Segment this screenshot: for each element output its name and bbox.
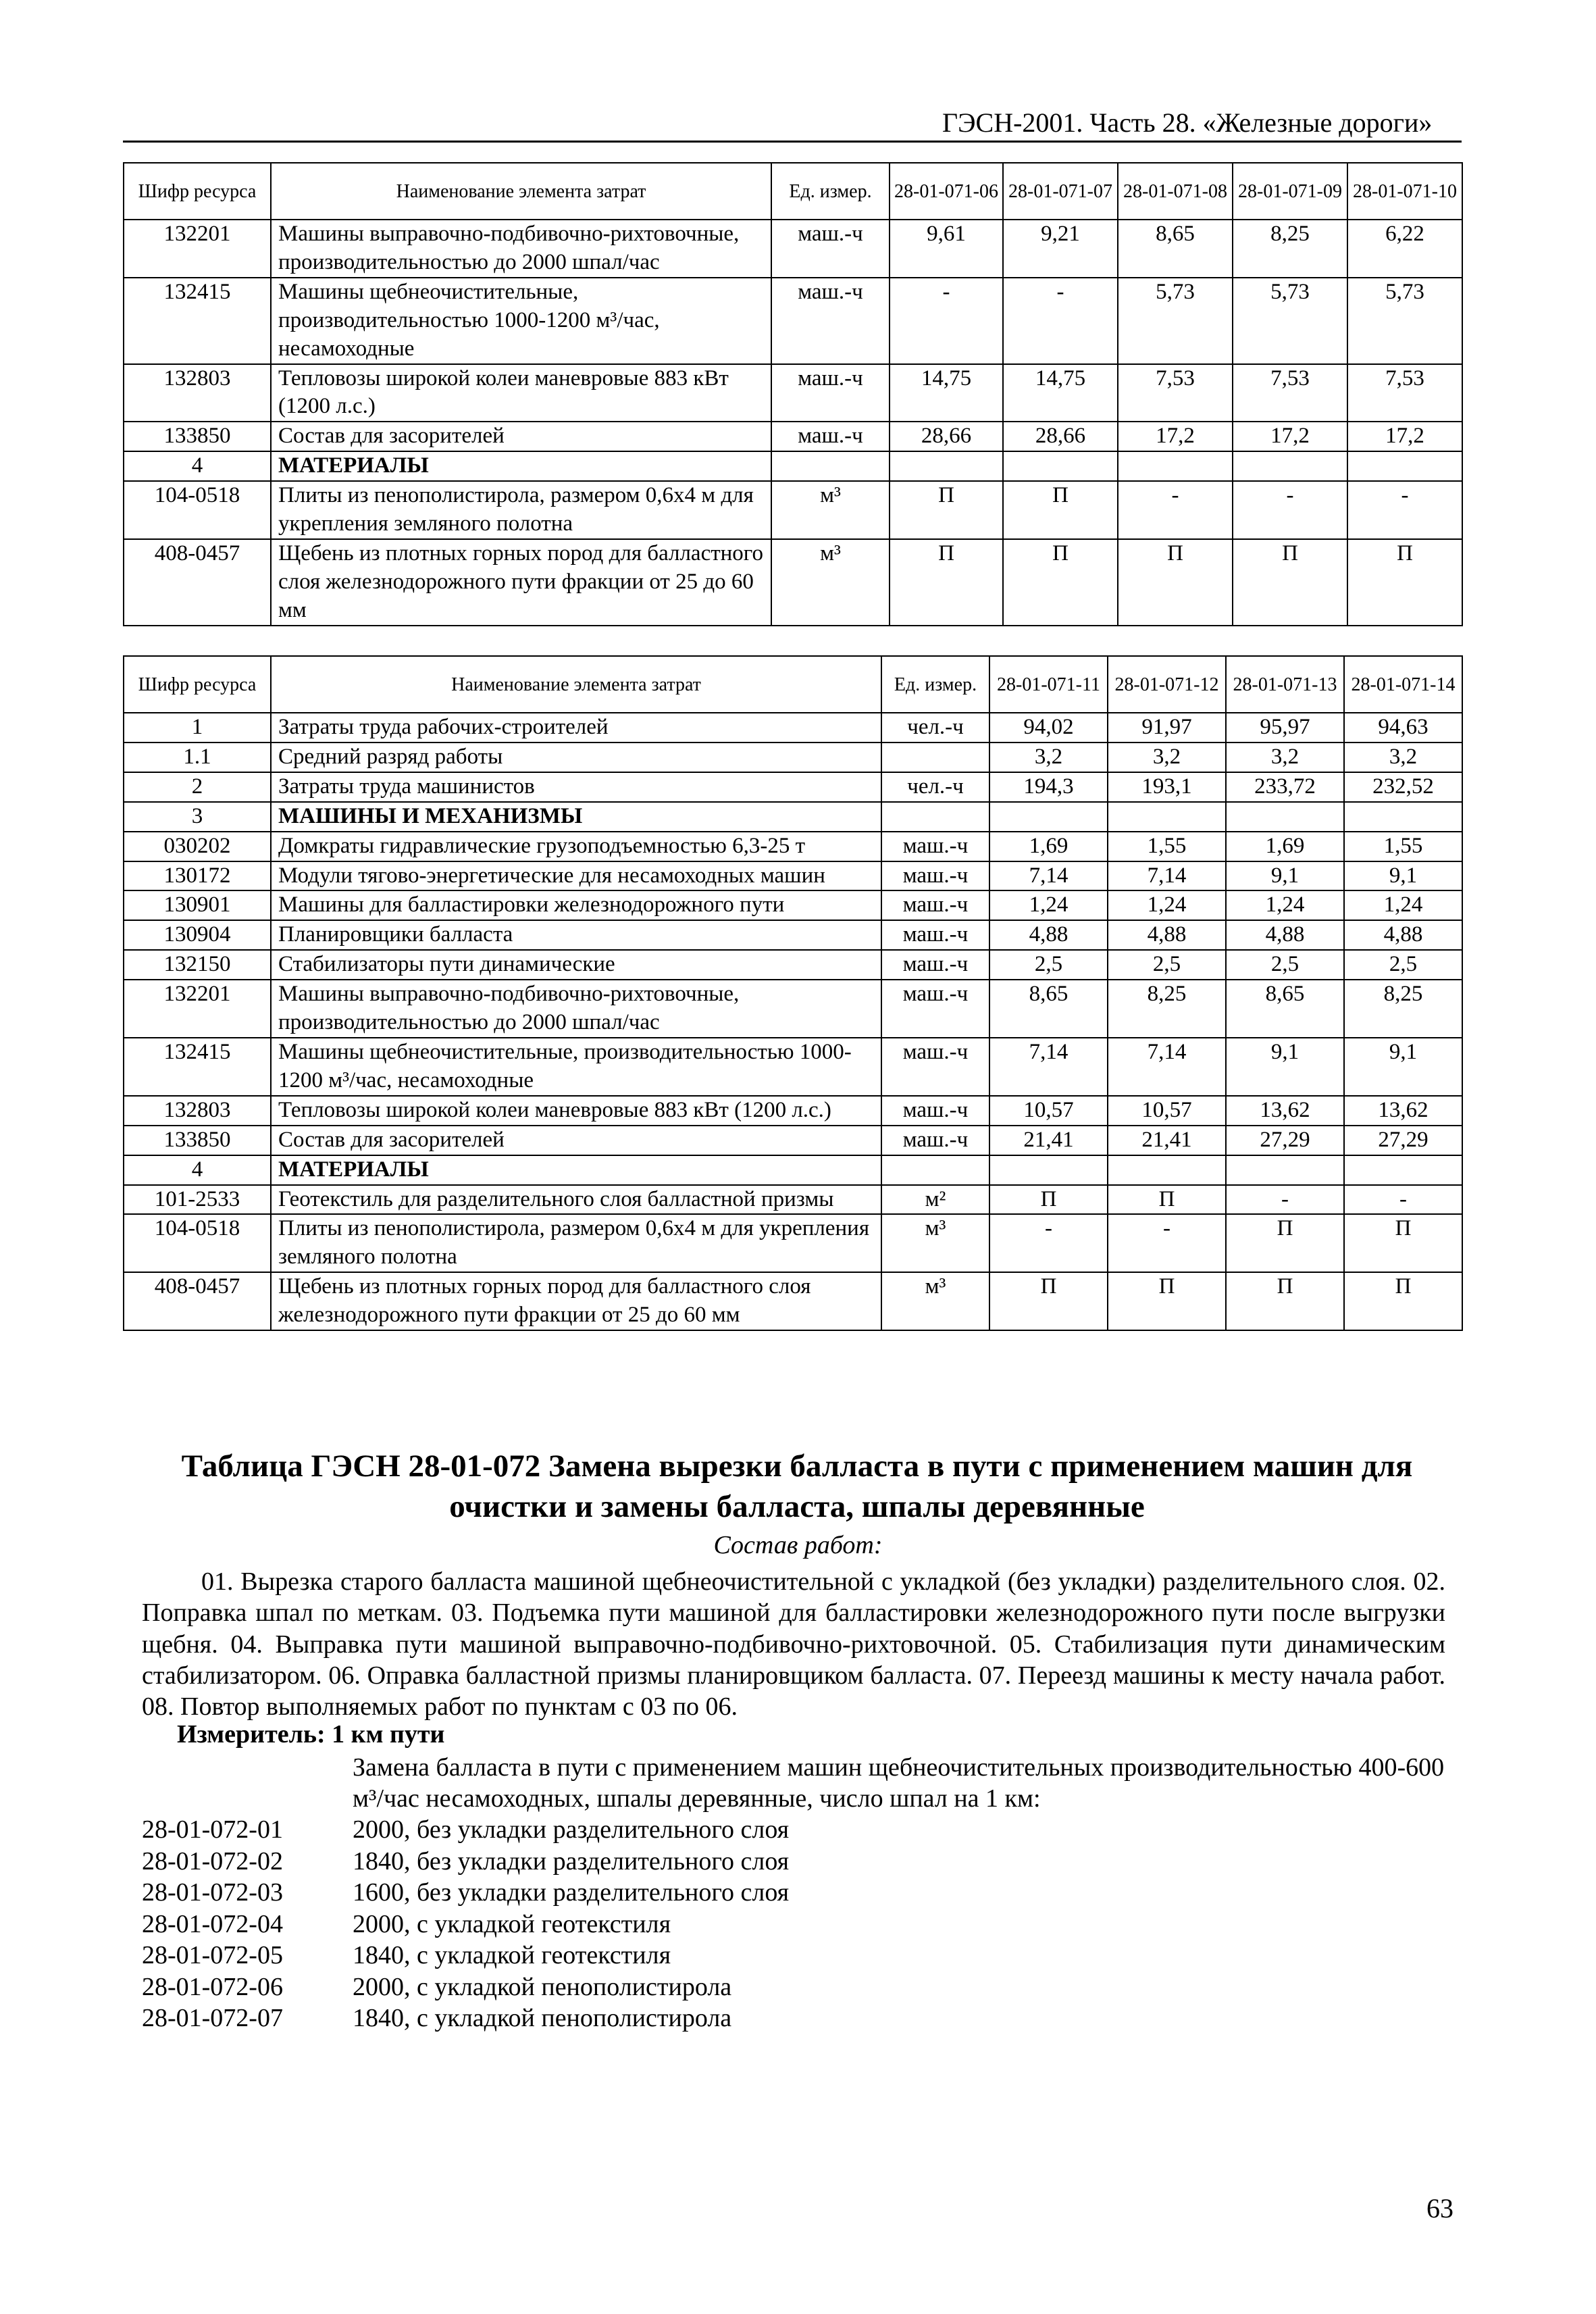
cost-element-name-cell: Геотекстиль для разделительного слоя балластной призмы	[271, 1185, 881, 1215]
norm-value-cell: 9,1	[1344, 1038, 1462, 1096]
norm-value-cell: П	[890, 539, 1003, 626]
cost-element-name-cell: Щебень из плотных горных пород для балластного слоя железнодорожного пути фракции от 25 до 60 мм	[271, 1272, 881, 1330]
cost-element-name-cell: Стабилизаторы пути динамические	[271, 950, 881, 980]
norm-value-cell: П	[1344, 1214, 1462, 1272]
cost-element-name-cell: Затраты труда машинистов	[271, 772, 881, 802]
norm-value-cell: П	[1226, 1272, 1344, 1330]
norm-value-cell: 7,53	[1233, 364, 1347, 422]
norm-value-cell: П	[890, 481, 1003, 539]
table-row	[124, 832, 1462, 861]
norm-value-cell: П	[1108, 1185, 1226, 1215]
norm-value-cell: П	[1233, 539, 1347, 626]
resource-code-cell: 133850	[124, 1126, 271, 1155]
unit-cell: маш.-ч	[881, 920, 989, 950]
table-header-row	[124, 163, 1462, 220]
variant-item	[142, 1846, 1155, 1878]
resource-code-cell: 4	[124, 1155, 271, 1185]
norm-value-cell: 8,25	[1344, 980, 1462, 1038]
norm-value-cell: 7,53	[1118, 364, 1233, 422]
table-row	[124, 278, 1462, 364]
section-row	[124, 1155, 1462, 1185]
unit-cell: маш.-ч	[771, 220, 890, 278]
column-header-norm: 28-01-071-08	[1118, 163, 1233, 220]
unit-cell: маш.-ч	[881, 1096, 989, 1126]
cost-element-name-cell: Домкраты гидравлические грузоподъемностью 6,3-25 т	[271, 832, 881, 861]
norm-value-cell: 17,2	[1118, 422, 1233, 451]
norm-value-cell: 6,22	[1347, 220, 1462, 278]
norm-value-cell: 2,5	[1344, 950, 1462, 980]
variant-code: 28-01-072-02	[142, 1846, 283, 1876]
resource-code-cell: 130904	[124, 920, 271, 950]
norm-value-cell: 2,5	[1226, 950, 1344, 980]
norm-value-cell: П	[989, 1185, 1108, 1215]
norm-value-cell: 95,97	[1226, 713, 1344, 743]
column-header-name: Наименование элемента затрат	[271, 656, 881, 713]
column-header-norm: 28-01-071-14	[1344, 656, 1462, 713]
table-row	[124, 980, 1462, 1038]
resource-code-cell: 132201	[124, 980, 271, 1038]
resource-code-cell: 1	[124, 713, 271, 743]
unit-cell	[881, 1155, 989, 1185]
resource-code-cell: 101-2533	[124, 1185, 271, 1215]
norm-value-cell: -	[1108, 1214, 1226, 1272]
table-row	[124, 713, 1462, 743]
cost-element-name-cell: МАШИНЫ И МЕХАНИЗМЫ	[271, 802, 881, 832]
unit-cell: маш.-ч	[881, 832, 989, 861]
variant-description: 2000, с укладкой пенополистирола	[353, 1972, 732, 2001]
norm-value-cell: П	[1108, 1272, 1226, 1330]
norm-value-cell: 28,66	[890, 422, 1003, 451]
column-header-norm: 28-01-071-12	[1108, 656, 1226, 713]
norm-value-cell: 1,55	[1344, 832, 1462, 861]
table-row	[124, 861, 1462, 891]
norm-value-cell: 27,29	[1226, 1126, 1344, 1155]
resource-code-cell: 030202	[124, 832, 271, 861]
norm-value-cell: 1,24	[1108, 890, 1226, 920]
norm-value-cell: 3,2	[1226, 743, 1344, 772]
norm-value-cell: 2,5	[989, 950, 1108, 980]
variant-item	[142, 1877, 1155, 1909]
resource-code-cell: 132150	[124, 950, 271, 980]
unit-cell: маш.-ч	[771, 422, 890, 451]
norm-value-cell: 5,73	[1118, 278, 1233, 364]
norm-value-cell: -	[1344, 1185, 1462, 1215]
cost-element-name-cell: Состав для засорителей	[271, 422, 771, 451]
resource-table-071-06-10	[123, 162, 1463, 626]
norm-value-cell: 1,55	[1108, 832, 1226, 861]
table-row	[124, 772, 1462, 802]
norm-value-cell: 94,02	[989, 713, 1108, 743]
table-row	[124, 1038, 1462, 1096]
variant-description: 1840, без укладки разделительного слоя	[353, 1846, 790, 1876]
norm-value-cell: 21,41	[1108, 1126, 1226, 1155]
norm-value-cell: 8,25	[1233, 220, 1347, 278]
norm-value-cell: 4,88	[1344, 920, 1462, 950]
table-row	[124, 220, 1462, 278]
resource-code-cell: 132803	[124, 1096, 271, 1126]
variant-item	[142, 1940, 1155, 1971]
norm-value-cell: 7,14	[989, 861, 1108, 891]
norm-value-cell: 3,2	[989, 743, 1108, 772]
norm-value-cell: 10,57	[1108, 1096, 1226, 1126]
variant-description: 1840, с укладкой пенополистирола	[353, 2004, 732, 2032]
norm-value-cell: 17,2	[1233, 422, 1347, 451]
norm-value-cell	[1226, 802, 1344, 832]
column-header-norm: 28-01-071-09	[1233, 163, 1347, 220]
variant-description: 2000, без укладки разделительного слоя	[353, 1815, 790, 1844]
norm-value-cell	[1226, 1155, 1344, 1185]
norm-value-cell: -	[989, 1214, 1108, 1272]
running-header: ГЭСН-2001. Часть 28. «Железные дороги»	[942, 107, 1433, 138]
section-row	[124, 451, 1462, 481]
cost-element-name-cell: Затраты труда рабочих-строителей	[271, 713, 881, 743]
norm-value-cell: 1,69	[989, 832, 1108, 861]
table-body	[124, 713, 1462, 1330]
column-header-norm: 28-01-071-10	[1347, 163, 1462, 220]
norm-value-cell: 7,53	[1347, 364, 1462, 422]
norm-value-cell	[1108, 1155, 1226, 1185]
norm-value-cell	[1118, 451, 1233, 481]
unit-cell: маш.-ч	[881, 1126, 989, 1155]
variant-description: 1600, без укладки разделительного слоя	[353, 1878, 790, 1907]
column-header-unit: Ед. измер.	[771, 163, 890, 220]
norm-value-cell: 9,21	[1003, 220, 1118, 278]
norm-value-cell: 14,75	[890, 364, 1003, 422]
table-row	[124, 743, 1462, 772]
column-header-code: Шифр ресурса	[124, 163, 271, 220]
norm-value-cell: 1,24	[1344, 890, 1462, 920]
cost-element-name-cell: Щебень из плотных горных пород для балластного слоя железнодорожного пути фракции от 25 до 60 мм	[271, 539, 771, 626]
unit-cell: м³	[881, 1272, 989, 1330]
norm-value-cell: 1,69	[1226, 832, 1344, 861]
unit-cell: чел.-ч	[881, 713, 989, 743]
resource-code-cell: 3	[124, 802, 271, 832]
norm-value-cell: 8,25	[1108, 980, 1226, 1038]
unit-cell: м²	[881, 1185, 989, 1215]
table-body	[124, 220, 1462, 626]
resource-code-cell: 130172	[124, 861, 271, 891]
table-row	[124, 1126, 1462, 1155]
norm-value-cell	[1344, 1155, 1462, 1185]
variant-item	[142, 2003, 1155, 2034]
norm-value-cell: 9,1	[1226, 1038, 1344, 1096]
norm-value-cell: 8,65	[1226, 980, 1344, 1038]
cost-element-name-cell: Средний разряд работы	[271, 743, 881, 772]
resource-code-cell: 104-0518	[124, 1214, 271, 1272]
norm-value-cell: П	[989, 1272, 1108, 1330]
measure-unit: Измеритель: 1 км пути	[177, 1720, 445, 1749]
table-row	[124, 422, 1462, 451]
norm-value-cell	[989, 1155, 1108, 1185]
norm-value-cell: 17,2	[1347, 422, 1462, 451]
table-row	[124, 1185, 1462, 1215]
variant-description: 2000, с укладкой геотекстиля	[353, 1909, 671, 1938]
table-header-row	[124, 656, 1462, 713]
header-rule	[123, 141, 1462, 143]
table-caption: Таблица ГЭСН 28-01-072 Замена вырезки балласта в пути с применением машин для очистки и замены балласта, шпалы деревянные	[181, 1449, 1413, 1525]
unit-cell: чел.-ч	[881, 772, 989, 802]
cost-element-name-cell: Состав для засорителей	[271, 1126, 881, 1155]
resource-code-cell: 1.1	[124, 743, 271, 772]
table-row	[124, 890, 1462, 920]
norm-value-cell	[1108, 802, 1226, 832]
norm-value-cell: 5,73	[1347, 278, 1462, 364]
column-header-norm: 28-01-071-07	[1003, 163, 1118, 220]
cost-element-name-cell: Машины для балластировки железнодорожного пути	[271, 890, 881, 920]
norm-value-cell: 8,65	[1118, 220, 1233, 278]
unit-cell	[881, 743, 989, 772]
unit-cell: маш.-ч	[881, 950, 989, 980]
variant-intro: Замена балласта в пути с применением машин щебнеочистительных производительностью 400-600 м³/час несамоходных, шпалы деревянные, число шпал на 1 км:	[353, 1753, 1445, 1813]
norm-value-cell: П	[1003, 539, 1118, 626]
norm-value-cell	[1344, 802, 1462, 832]
norm-value-cell: 3,2	[1108, 743, 1226, 772]
column-header-name: Наименование элемента затрат	[271, 163, 771, 220]
unit-cell: м³	[881, 1214, 989, 1272]
cost-element-name-cell: МАТЕРИАЛЫ	[271, 451, 771, 481]
column-header-norm: 28-01-071-13	[1226, 656, 1344, 713]
unit-cell: маш.-ч	[881, 861, 989, 891]
resource-code-cell: 408-0457	[124, 1272, 271, 1330]
variant-code: 28-01-072-04	[142, 1909, 283, 1938]
variant-item	[142, 1814, 1155, 1846]
page-number: 63	[1426, 2193, 1453, 2223]
cost-element-name-cell: Машины щебнеочистительные, производительностью 1000-1200 м³/час, несамоходные	[271, 1038, 881, 1096]
cost-element-name-cell: Машины выправочно-подбивочно-рихтовочные, производительностью до 2000 шпал/час	[271, 220, 771, 278]
norm-value-cell: 21,41	[989, 1126, 1108, 1155]
table-row	[124, 1272, 1462, 1330]
norm-value-cell: П	[1118, 539, 1233, 626]
variant-description: 1840, с укладкой геотекстиля	[353, 1941, 671, 1969]
variant-item	[142, 1971, 1155, 2003]
table-row	[124, 920, 1462, 950]
norm-value-cell: -	[1003, 278, 1118, 364]
norm-value-cell: 1,24	[989, 890, 1108, 920]
resource-code-cell: 104-0518	[124, 481, 271, 539]
norm-value-cell: 5,73	[1233, 278, 1347, 364]
norm-value-cell: 4,88	[1226, 920, 1344, 950]
resource-code-cell: 408-0457	[124, 539, 271, 626]
norm-value-cell	[1003, 451, 1118, 481]
norm-value-cell: П	[1226, 1214, 1344, 1272]
unit-cell: маш.-ч	[881, 980, 989, 1038]
table-row	[124, 481, 1462, 539]
table-row	[124, 1096, 1462, 1126]
norm-value-cell: 7,14	[1108, 1038, 1226, 1096]
resource-code-cell: 132201	[124, 220, 271, 278]
norm-value-cell: 28,66	[1003, 422, 1118, 451]
cost-element-name-cell: Тепловозы широкой колеи маневровые 883 кВт (1200 л.с.)	[271, 1096, 881, 1126]
norm-value-cell: 233,72	[1226, 772, 1344, 802]
cost-element-name-cell: Планировщики балласта	[271, 920, 881, 950]
norm-value-cell: 194,3	[989, 772, 1108, 802]
column-header-norm: 28-01-071-06	[890, 163, 1003, 220]
unit-cell: маш.-ч	[771, 364, 890, 422]
resource-code-cell: 4	[124, 451, 271, 481]
variant-item	[142, 1909, 1155, 1940]
work-composition-text: 01. Вырезка старого балласта машиной щебнеочистительной с укладкой (без укладки) разделительного слоя. 02. Поправка шпал по меткам. 03. Подъемка пути машиной для балластировки железнодорожного пути после выгрузки щебня. 04. Выправка пути машиной выправочно-подбивочно-рихтовочной. 05. Стабилизация пути динамическим стабилизатором. 06. Оправка балластной призмы планировщиком балласта. 07. Переезд машины к месту начала работ. 08. Повтор выполняемых работ по пунктам с 03 по 06.	[142, 1567, 1445, 1721]
unit-cell: маш.-ч	[881, 1038, 989, 1096]
cost-element-name-cell: Модули тягово-энергетические для несамоходных машин	[271, 861, 881, 891]
cost-element-name-cell: Плиты из пенополистирола, размером 0,6х4 м для укрепления земляного полотна	[271, 481, 771, 539]
norm-value-cell: 13,62	[1344, 1096, 1462, 1126]
norm-value-cell: 7,14	[989, 1038, 1108, 1096]
norm-value-cell: 9,1	[1344, 861, 1462, 891]
table-row	[124, 539, 1462, 626]
resource-table-071-11-14	[123, 655, 1463, 1331]
unit-cell	[881, 802, 989, 832]
norm-value-cell: -	[1233, 481, 1347, 539]
norm-value-cell: 9,1	[1226, 861, 1344, 891]
column-header-unit: Ед. измер.	[881, 656, 989, 713]
variant-code: 28-01-072-05	[142, 1941, 283, 1969]
variant-code: 28-01-072-01	[142, 1815, 283, 1844]
cost-element-name-cell: Машины щебнеочистительные, производительностью 1000-1200 м³/час, несамоходные	[271, 278, 771, 364]
work-composition-heading: Состав работ:	[713, 1531, 883, 1559]
norm-value-cell	[989, 802, 1108, 832]
norm-value-cell: 7,14	[1108, 861, 1226, 891]
cost-element-name-cell: МАТЕРИАЛЫ	[271, 1155, 881, 1185]
norm-value-cell: -	[1118, 481, 1233, 539]
norm-value-cell	[890, 451, 1003, 481]
norm-value-cell: 4,88	[989, 920, 1108, 950]
resource-code-cell: 2	[124, 772, 271, 802]
norm-value-cell: 193,1	[1108, 772, 1226, 802]
variant-code: 28-01-072-07	[142, 2004, 283, 2032]
resource-code-cell: 133850	[124, 422, 271, 451]
norm-value-cell: 4,88	[1108, 920, 1226, 950]
cost-element-name-cell: Плиты из пенополистирола, размером 0,6х4 м для укрепления земляного полотна	[271, 1214, 881, 1272]
norm-value-cell: 13,62	[1226, 1096, 1344, 1126]
section-row	[124, 802, 1462, 832]
column-header-code: Шифр ресурса	[124, 656, 271, 713]
table-row	[124, 1214, 1462, 1272]
norm-value-cell: 1,24	[1226, 890, 1344, 920]
norm-value-cell: -	[890, 278, 1003, 364]
unit-cell: маш.-ч	[771, 278, 890, 364]
norm-value-cell: П	[1003, 481, 1118, 539]
norm-value-cell: 232,52	[1344, 772, 1462, 802]
resource-code-cell: 130901	[124, 890, 271, 920]
norm-value-cell: 8,65	[989, 980, 1108, 1038]
cost-element-name-cell: Машины выправочно-подбивочно-рихтовочные, производительностью до 2000 шпал/час	[271, 980, 881, 1038]
norm-value-cell	[1347, 451, 1462, 481]
norm-value-cell: 94,63	[1344, 713, 1462, 743]
norm-value-cell: 91,97	[1108, 713, 1226, 743]
variant-code: 28-01-072-03	[142, 1878, 283, 1907]
resource-code-cell: 132803	[124, 364, 271, 422]
norm-value-cell: 14,75	[1003, 364, 1118, 422]
resource-code-cell: 132415	[124, 1038, 271, 1096]
table-row	[124, 950, 1462, 980]
cost-element-name-cell: Тепловозы широкой колеи маневровые 883 кВт (1200 л.с.)	[271, 364, 771, 422]
unit-cell: маш.-ч	[881, 890, 989, 920]
variant-list	[142, 1814, 1155, 2034]
table-row	[124, 364, 1462, 422]
variant-code: 28-01-072-06	[142, 1972, 283, 2001]
norm-value-cell: -	[1226, 1185, 1344, 1215]
unit-cell	[771, 451, 890, 481]
norm-value-cell: 3,2	[1344, 743, 1462, 772]
norm-value-cell: 2,5	[1108, 950, 1226, 980]
unit-cell: м³	[771, 539, 890, 626]
norm-value-cell: -	[1347, 481, 1462, 539]
norm-value-cell: 9,61	[890, 220, 1003, 278]
norm-value-cell: 27,29	[1344, 1126, 1462, 1155]
norm-value-cell: П	[1344, 1272, 1462, 1330]
unit-cell: м³	[771, 481, 890, 539]
resource-code-cell: 132415	[124, 278, 271, 364]
norm-value-cell: 10,57	[989, 1096, 1108, 1126]
column-header-norm: 28-01-071-11	[989, 656, 1108, 713]
norm-value-cell	[1233, 451, 1347, 481]
norm-value-cell: П	[1347, 539, 1462, 626]
